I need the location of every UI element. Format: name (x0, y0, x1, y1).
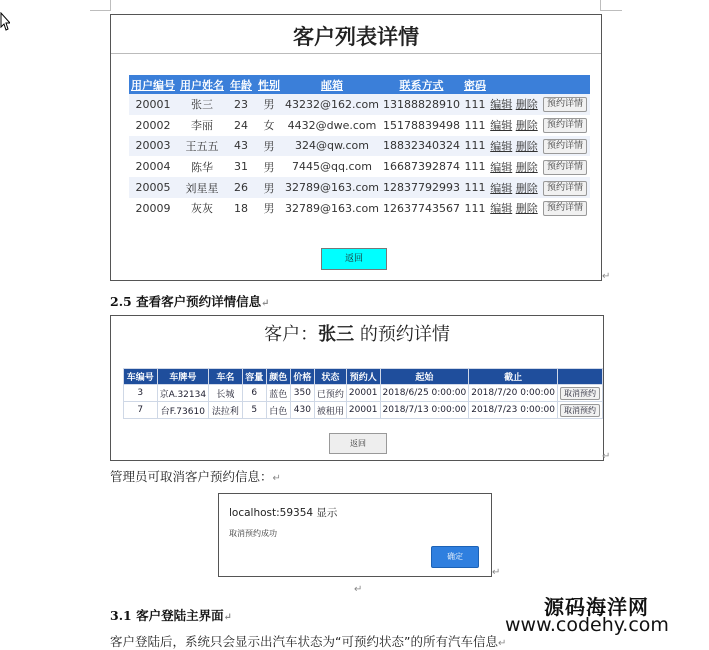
cell-gender: 男 (255, 198, 283, 219)
table-row (129, 198, 590, 219)
delete-link[interactable]: 删除 (515, 139, 538, 153)
cell-detail (540, 177, 590, 198)
customer-table-header (129, 75, 590, 94)
header-capacity: 容量 (242, 369, 266, 385)
cell-user-id: 20009 (129, 198, 177, 219)
cell-start: 2018/6/25 0:00:00 (380, 385, 469, 402)
paragraph-mark: ↵ (272, 473, 281, 484)
cell-detail (540, 198, 590, 219)
cell-phone: 13188828910 (381, 94, 462, 115)
admin-cancel-paragraph: 管理员可取消客户预约信息：↵ (110, 469, 281, 484)
edit-link[interactable]: 编辑 (490, 98, 513, 112)
header-car-id: 车编号 (124, 369, 158, 385)
cell-car-name: 法拉利 (209, 402, 243, 419)
cell-phone: 16687392874 (381, 156, 462, 177)
delete-link[interactable]: 删除 (515, 181, 538, 195)
cell-user-id: 20001 (129, 94, 177, 115)
cell-password: 111 (462, 156, 488, 177)
cell-email: 43232@162.com (283, 94, 381, 115)
table-row (124, 385, 603, 402)
back-button[interactable]: 返回 (329, 433, 387, 454)
appointment-detail-figure (110, 315, 604, 461)
header-price: 价格 (290, 369, 314, 385)
cell-user-name: 张三 (177, 94, 227, 115)
cell-user-id: 20004 (129, 156, 177, 177)
customer-table (129, 75, 590, 219)
header-booker: 预约人 (346, 369, 380, 385)
cell-action (557, 385, 602, 402)
edit-link[interactable]: 编辑 (490, 119, 513, 133)
cell-plate: 台F.73610 (157, 402, 209, 419)
section-heading-2-5: 2.5 查看客户预约详情信息↵ (110, 294, 270, 309)
table-row (124, 402, 603, 419)
title-divider (111, 53, 601, 54)
cell-start: 2018/7/13 0:00:00 (380, 402, 469, 419)
table-row (129, 94, 590, 115)
cell-phone: 18832340324 (381, 136, 462, 157)
cell-password: 111 (462, 136, 488, 157)
paragraph-mark: ↵ (602, 451, 611, 462)
cell-actions (488, 156, 540, 177)
cell-capacity: 5 (242, 402, 266, 419)
margin-guide-top-right (600, 10, 622, 11)
paragraph-mark: ↵ (223, 612, 232, 623)
cell-color: 蓝色 (266, 385, 290, 402)
cell-user-name: 灰灰 (177, 198, 227, 219)
dialog-title: localhost:59354 显示 (229, 507, 338, 519)
cell-color: 白色 (266, 402, 290, 419)
header-start: 起始 (380, 369, 469, 385)
cell-password: 111 (462, 115, 488, 136)
cell-password: 111 (462, 94, 488, 115)
cell-actions (488, 94, 540, 115)
paragraph-mark: ↵ (602, 271, 611, 282)
appointment-table (123, 368, 603, 419)
header-actions (488, 75, 540, 94)
edit-link[interactable]: 编辑 (490, 181, 513, 195)
cell-price: 430 (290, 402, 314, 419)
paragraph-mark: ↵ (497, 638, 507, 649)
cell-user-name: 李丽 (177, 115, 227, 136)
cell-detail (540, 136, 590, 157)
cell-end: 2018/7/23 0:00:00 (469, 402, 558, 419)
cell-age: 31 (227, 156, 255, 177)
paragraph-mark: ↵ (354, 584, 363, 595)
edit-link[interactable]: 编辑 (490, 139, 513, 153)
header-gender[interactable]: 性别 (255, 75, 283, 94)
cell-end: 2018/7/20 0:00:00 (469, 385, 558, 402)
delete-link[interactable]: 删除 (515, 202, 538, 216)
cell-age: 26 (227, 177, 255, 198)
cell-detail (540, 94, 590, 115)
margin-guide-top (90, 10, 110, 11)
cell-actions (488, 177, 540, 198)
header-user-name[interactable]: 用户姓名 (177, 75, 227, 94)
cell-email: 32789@163.com (283, 177, 381, 198)
login-description-paragraph: 客户登陆后，系统只会显示出汽车状态为“可预约状态”的所有汽车信息↵ (110, 634, 507, 649)
header-email[interactable]: 邮箱 (283, 75, 381, 94)
cell-email: 4432@dwe.com (283, 115, 381, 136)
cell-status: 已预约 (314, 385, 346, 402)
cell-gender: 男 (255, 136, 283, 157)
cell-phone: 15178839498 (381, 115, 462, 136)
appointment-detail-button[interactable]: 预约详情 (543, 139, 587, 154)
dialog-message: 取消预约成功 (229, 529, 277, 538)
back-button[interactable]: 返回 (321, 248, 387, 270)
cell-email: 7445@qq.com (283, 156, 381, 177)
appointment-detail-button[interactable]: 预约详情 (543, 181, 587, 196)
cell-detail (540, 156, 590, 177)
edit-link[interactable]: 编辑 (490, 202, 513, 216)
paragraph-mark: ↵ (492, 567, 501, 578)
cell-password: 111 (462, 177, 488, 198)
header-plate: 车牌号 (157, 369, 209, 385)
header-color: 颜色 (266, 369, 290, 385)
cell-age: 23 (227, 94, 255, 115)
alert-dialog (218, 493, 492, 577)
appointment-detail-button[interactable]: 预约详情 (543, 201, 587, 216)
cell-user-id: 20002 (129, 115, 177, 136)
cell-detail (540, 115, 590, 136)
header-age[interactable]: 年龄 (227, 75, 255, 94)
header-password[interactable]: 密码 (462, 75, 488, 94)
cell-user-name: 王五五 (177, 136, 227, 157)
cell-capacity: 6 (242, 385, 266, 402)
cell-actions (488, 198, 540, 219)
margin-guide-right (600, 0, 601, 11)
cell-password: 111 (462, 198, 488, 219)
title-prefix: 客户： (264, 324, 319, 345)
customer-list-figure (110, 14, 602, 281)
cell-booker: 20001 (346, 385, 380, 402)
cell-phone: 12837792993 (381, 177, 462, 198)
customer-name: 张三 (318, 324, 355, 345)
cell-user-name: 刘星星 (177, 177, 227, 198)
cell-email: 324@qw.com (283, 136, 381, 157)
header-user-id[interactable]: 用户编号 (129, 75, 177, 94)
cell-age: 43 (227, 136, 255, 157)
edit-link[interactable]: 编辑 (490, 160, 513, 174)
appointment-detail-button[interactable]: 预约详情 (543, 160, 587, 175)
cell-user-id: 20003 (129, 136, 177, 157)
section-heading-3-1: 3.1 客户登陆主界面↵ (110, 608, 232, 623)
cell-status: 被租用 (314, 402, 346, 419)
table-row (129, 177, 590, 198)
header-phone[interactable]: 联系方式 (381, 75, 462, 94)
cell-price: 350 (290, 385, 314, 402)
header-status: 状态 (314, 369, 346, 385)
header-detail (540, 75, 590, 94)
cell-gender: 女 (255, 115, 283, 136)
table-row (129, 136, 590, 157)
cell-booker: 20001 (346, 402, 380, 419)
header-end: 截止 (469, 369, 558, 385)
cell-actions (488, 115, 540, 136)
delete-link[interactable]: 删除 (515, 160, 538, 174)
table-row (129, 156, 590, 177)
appointment-table-header (124, 369, 603, 385)
cell-plate: 京A.32134 (157, 385, 209, 402)
delete-link[interactable]: 删除 (515, 119, 538, 133)
paragraph-mark: ↵ (261, 298, 270, 309)
delete-link[interactable]: 删除 (515, 98, 538, 112)
appointment-detail-button[interactable]: 预约详情 (543, 118, 587, 133)
appointment-detail-button[interactable]: 预约详情 (543, 97, 587, 112)
cell-car-id: 7 (124, 402, 158, 419)
cell-email: 32789@163.com (283, 198, 381, 219)
header-action (557, 369, 602, 385)
cell-gender: 男 (255, 156, 283, 177)
cancel-appointment-button[interactable]: 取消预约 (560, 404, 600, 417)
cell-gender: 男 (255, 177, 283, 198)
ok-button[interactable]: 确定 (431, 546, 479, 568)
mouse-cursor-icon (0, 12, 10, 32)
cell-user-id: 20005 (129, 177, 177, 198)
cell-phone: 12637743567 (381, 198, 462, 219)
header-car-name: 车名 (209, 369, 243, 385)
table-row (129, 115, 590, 136)
cancel-appointment-button[interactable]: 取消预约 (560, 387, 600, 400)
watermark-site-name: 源码海洋网 (544, 595, 649, 619)
cell-age: 24 (227, 115, 255, 136)
margin-guide-left (110, 0, 111, 11)
title-suffix: 的预约详情 (354, 324, 450, 345)
cell-action (557, 402, 602, 419)
cell-user-name: 陈华 (177, 156, 227, 177)
cell-car-id: 3 (124, 385, 158, 402)
cell-gender: 男 (255, 94, 283, 115)
cell-car-name: 长城 (209, 385, 243, 402)
watermark-url: www.codehy.com (505, 614, 669, 636)
cell-age: 18 (227, 198, 255, 219)
appointment-detail-title (111, 320, 603, 346)
cell-actions (488, 136, 540, 157)
customer-list-title: 客户列表详情 (293, 25, 419, 49)
